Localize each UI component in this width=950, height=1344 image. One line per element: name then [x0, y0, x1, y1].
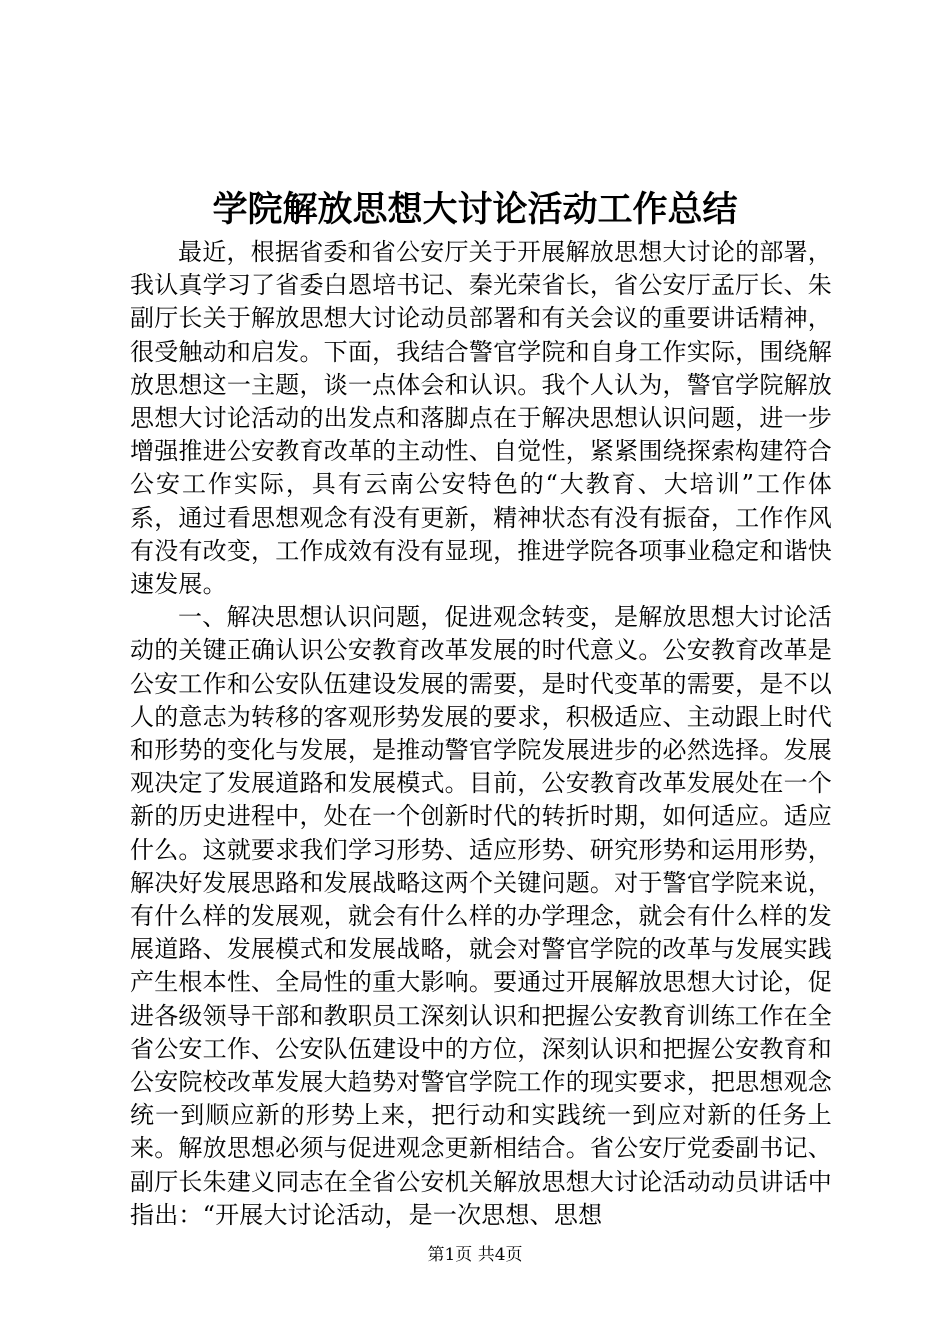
paragraph-intro: 最近，根据省委和省公安厅关于开展解放思想大讨论的部署，我认真学习了省委白恩培书记、秦光荣省长，省公安厅孟厅长、朱副厅长关于解放思想大讨论动员部署和有关会议的重要讲话精神，很受触动和启发。下面，我结合警官学院和自身工作实际，围绕解放思想这一主题，谈一点体会和认识。我个人认为，警官学院解放思想大讨论活动的出发点和落脚点在于解决思想认识问题，进一步增强推进公安教育改革的主动性、自觉性，紧紧围绕探索构建符合公安工作实际，具有云南公安特色的“大教育、大培训”工作体系，通过看思想观念有没有更新，精神状态有没有振奋，工作作风有没有改变，工作成效有没有显现，推进学院各项事业稳定和谐快速发展。 [130, 238, 832, 599]
document-body [130, 236, 832, 1232]
paragraph-section-one: 一、解决思想认识问题，促进观念转变，是解放思想大讨论活动的关键正确认识公安教育改革发展的时代意义。公安教育改革是公安工作和公安队伍建设发展的需要，是时代变革的需要，是不以人的意志为转移的客观形势发展的要求，积极适应、主动跟上时代和形势的变化与发展，是推动警官学院发展进步的必然选择。发展观决定了发展道路和发展模式。目前，公安教育改革发展处在一个新的历史进程中，处在一个创新时代的转折时期，如何适应。适应什么。这就要求我们学习形势、适应形势、研究形势和运用形势，解决好发展思路和发展战略这两个关键问题。对于警官学院来说，有什么样的发展观，就会有什么样的办学理念，就会有什么样的发展道路、发展模式和发展战略，就会对警官学院的改革与发展实践产生根本性、全局性的重大影响。要通过开展解放思想大讨论，促进各级领导干部和教职员工深刻认识和把握公安教育训练工作在全省公安工作、公安队伍建设中的方位，深刻认识和把握公安教育和公安院校改革发展大趋势对警官学院工作的现实要求，把思想观念统一到顺应新的形势上来，把行动和实践统一到应对新的任务上来。解放思想必须与促进观念更新相结合。省公安厅党委副书记、副厅长朱建义同志在全省公安机关解放思想大讨论活动动员讲话中指出：“开展大讨论活动，是一次思想、思想 [130, 603, 832, 1229]
page-footer: 第1页 共4页 [427, 1245, 523, 1265]
document-title: 学院解放思想大讨论活动工作总结 [212, 189, 738, 230]
